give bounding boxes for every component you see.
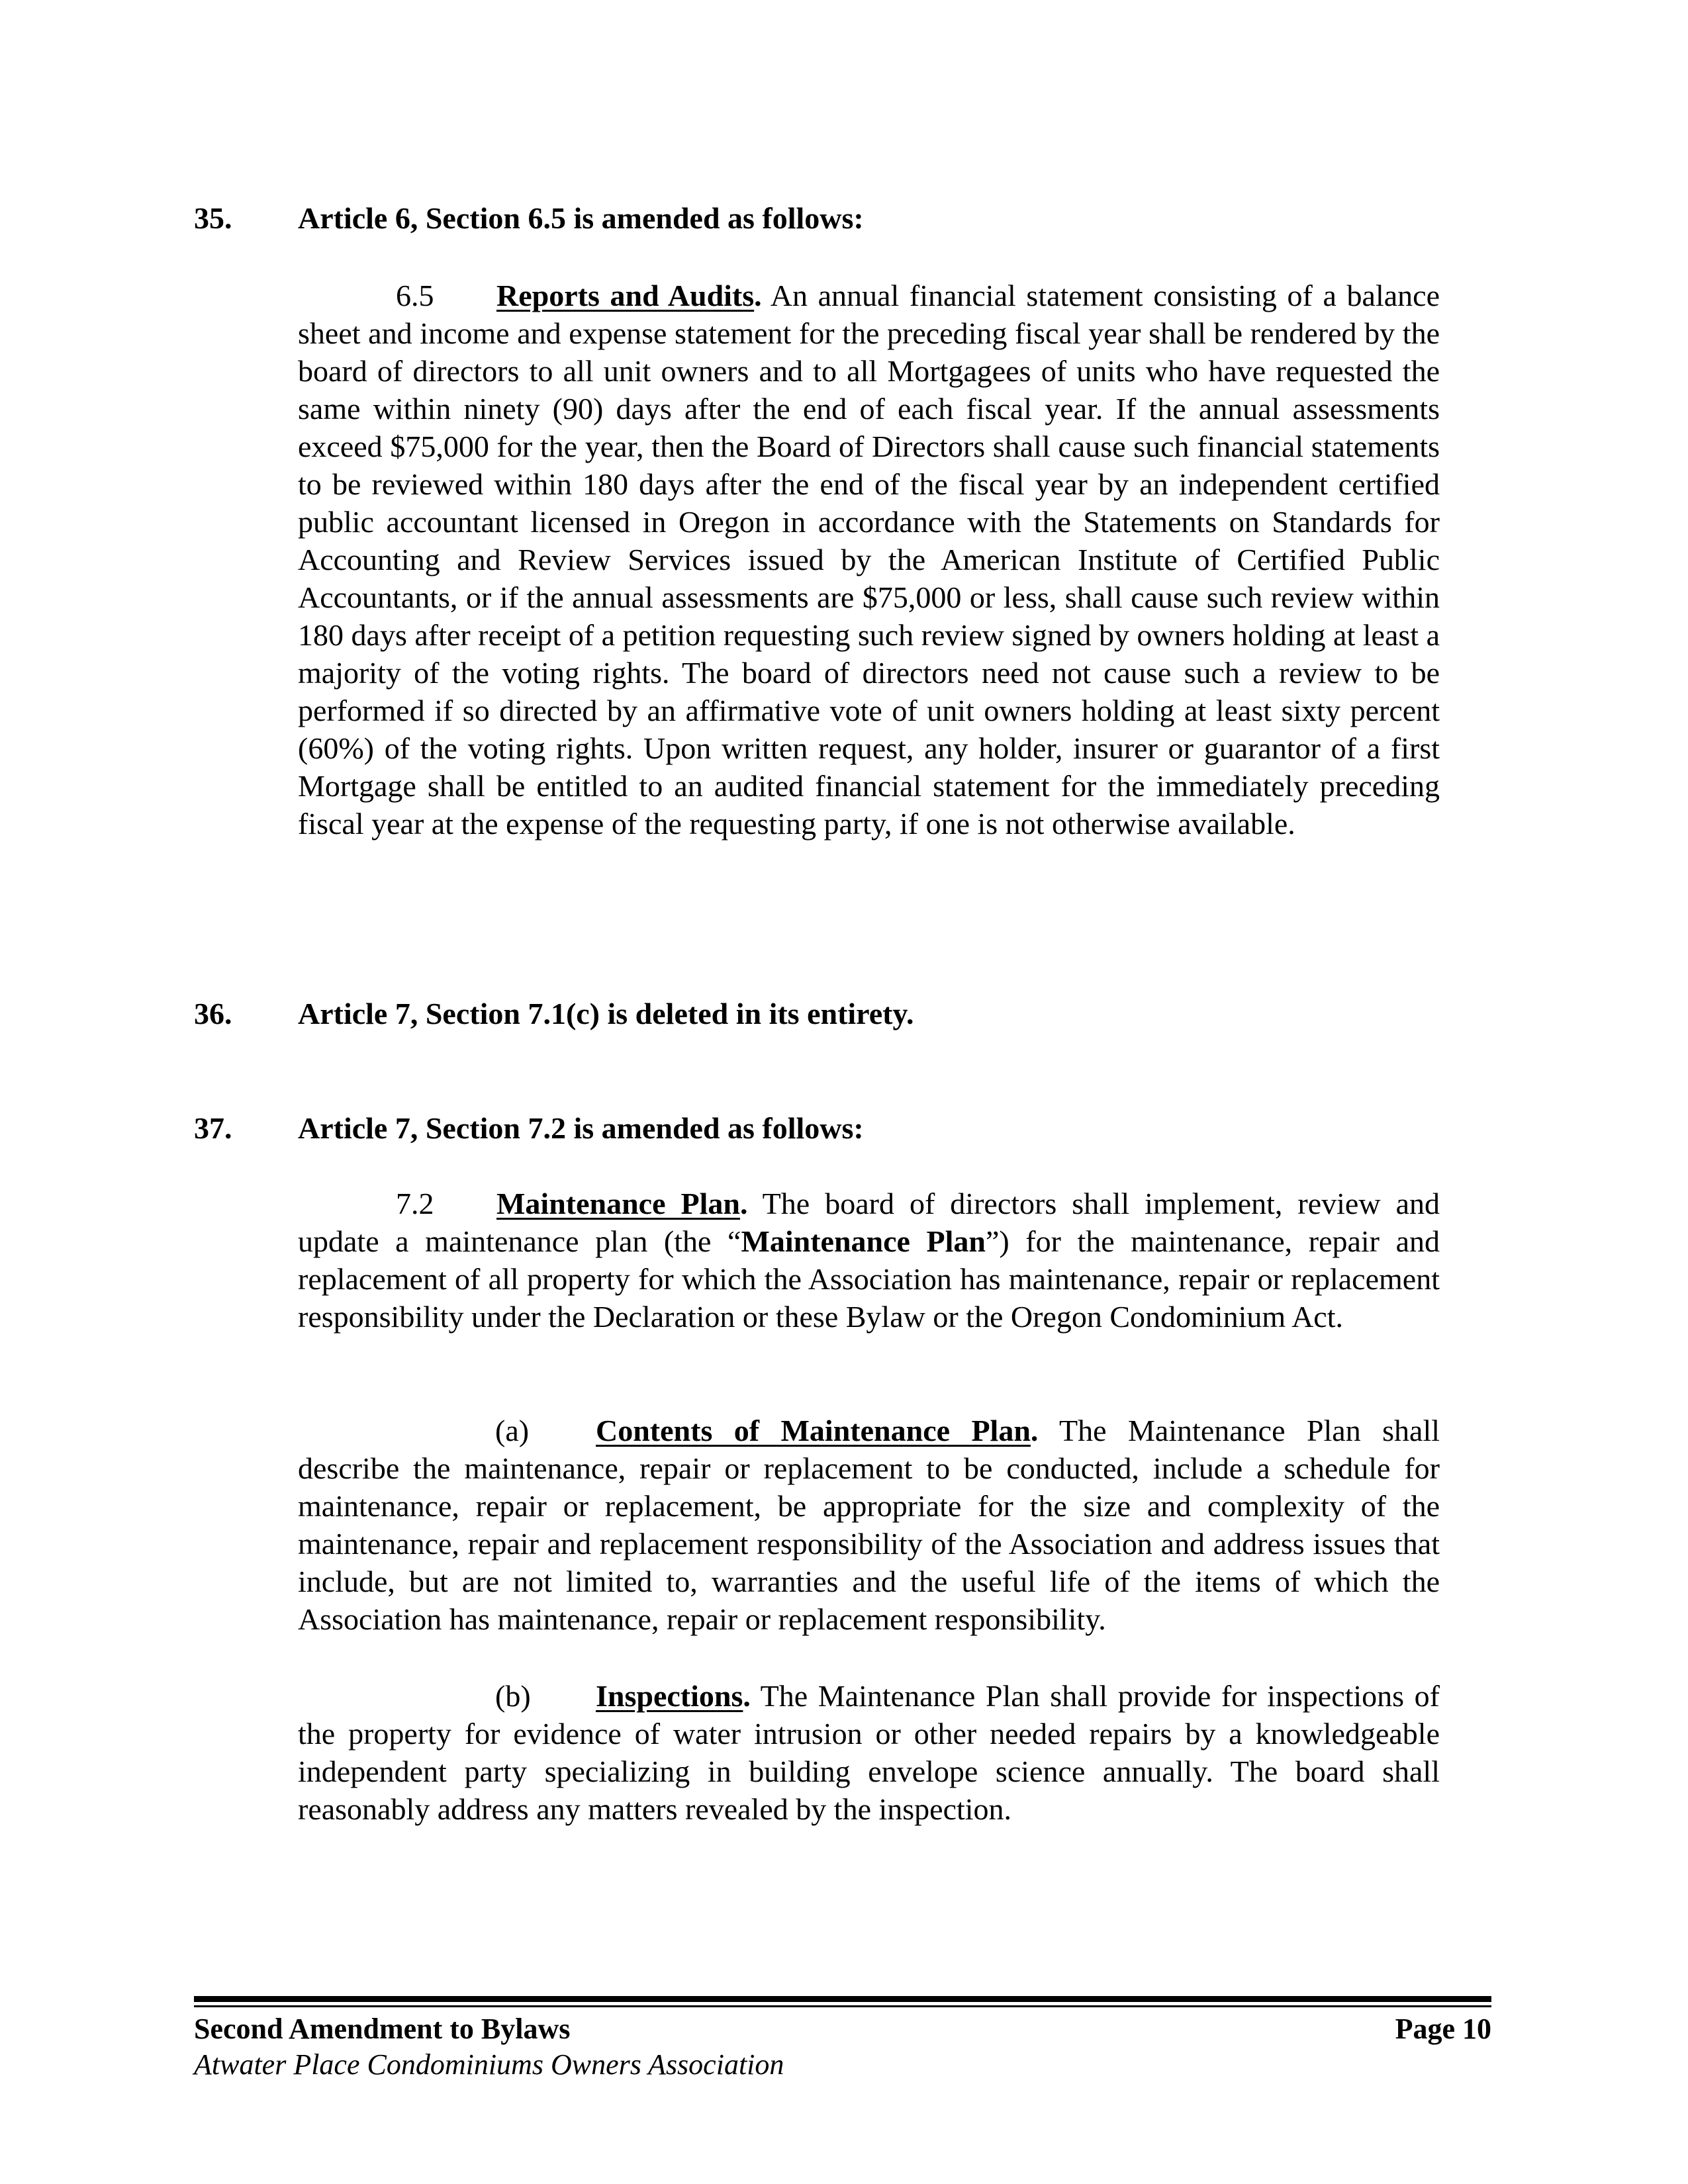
- footer-association-name: Atwater Place Condominiums Owners Association: [194, 2048, 784, 2081]
- section-7-2-a-paragraph: [298, 1412, 1440, 1638]
- footer-rule: [194, 1996, 1491, 2002]
- title-period: .: [740, 1187, 748, 1220]
- footer-page-number: Page 10: [1395, 2013, 1491, 2045]
- section-number: 37.: [194, 1111, 232, 1145]
- section-number: 35.: [194, 201, 232, 235]
- clause-body: The Maintenance Plan shall describe the maintenance, repair or replacement to be conducted, include a schedule for maintenance, repair or replacement, be appropriate for the size and complexity of the maintenance, repair and replacement responsibility of the Association and address issues that include, but are not limited to, warranties and the useful life of the items of which the Association has maintenance, repair or replacement responsibility.: [298, 1414, 1440, 1636]
- section-37-heading: [194, 1110, 864, 1147]
- section-35-heading: [194, 200, 864, 237]
- paragraph-body: An annual financial statement consisting of a balance sheet and income and expense statement for the preceding fiscal year shall be rendered by the board of directors to all unit owners and to all Mortgagees of units who have requested the same within ninety (90) days after the end of each fiscal year. If the annual assessments exceed $75,000 for the year, then the Board of Directors shall cause such financial statements to be reviewed within 180 days after the end of the fiscal year by an independent certified public accountant licensed in Oregon in accordance with the Statements on Standards for Accounting and Review Services issued by the American Institute of Certified Public Accountants, or if the annual assessments are $75,000 or less, shall cause such review within 180 days after receipt of a petition requesting such review signed by owners holding at least a majority of the voting rights. The board of directors need not cause such a review to be performed if so directed by an affirmative vote of unit owners holding at least sixty percent (60%) of the voting rights. Upon written request, any holder, insurer or guarantor of a first Mortgage shall be entitled to an audited financial statement for the immediately preceding fiscal year at the expense of the requesting party, if one is not otherwise available.: [298, 279, 1440, 841]
- section-heading-text: Article 6, Section 6.5 is amended as follows:: [298, 201, 864, 235]
- subsection-number: 6.5: [396, 279, 434, 312]
- clause-label: (a): [495, 1414, 530, 1447]
- defined-term: Maintenance Plan: [741, 1224, 986, 1258]
- paragraph-body-continued: ”) for the maintenance, repair and replacement of all property for which the Association has maintenance, repair or replacement responsibility under the Declaration or these Bylaw or the Oregon Condominium Act.: [298, 1224, 1440, 1334]
- footer-document-title: Second Amendment to Bylaws: [194, 2013, 571, 2045]
- subsection-number: 7.2: [396, 1187, 434, 1220]
- footer-rule-thin: [194, 2005, 1491, 2007]
- section-6-5-paragraph: [298, 277, 1440, 842]
- title-period: .: [754, 279, 762, 312]
- paragraph-body: The board of directors shall implement, review and update a maintenance plan (the “: [298, 1187, 1440, 1258]
- section-36-heading: [194, 995, 914, 1032]
- title-period: .: [1030, 1414, 1039, 1447]
- section-number: 36.: [194, 997, 232, 1030]
- subsection-title: Reports and Audits: [496, 279, 755, 312]
- clause-body: The Maintenance Plan shall provide for inspections of the property for evidence of water intrusion or other needed repairs by a knowledgeable independent party specializing in building envelope science annually. The board shall reasonably address any matters revealed by the inspection.: [298, 1679, 1440, 1826]
- section-7-2-paragraph: [298, 1185, 1440, 1336]
- clause-title: Contents of Maintenance Plan: [596, 1414, 1031, 1447]
- title-period: .: [743, 1679, 751, 1713]
- subsection-title: Maintenance Plan: [496, 1187, 740, 1220]
- section-heading-text: Article 7, Section 7.2 is amended as follows:: [298, 1111, 864, 1145]
- section-7-2-b-paragraph: [298, 1677, 1440, 1828]
- clause-label: (b): [495, 1679, 531, 1713]
- clause-title: Inspections: [596, 1679, 743, 1713]
- section-heading-text: Article 7, Section 7.1(c) is deleted in its entirety.: [298, 997, 914, 1030]
